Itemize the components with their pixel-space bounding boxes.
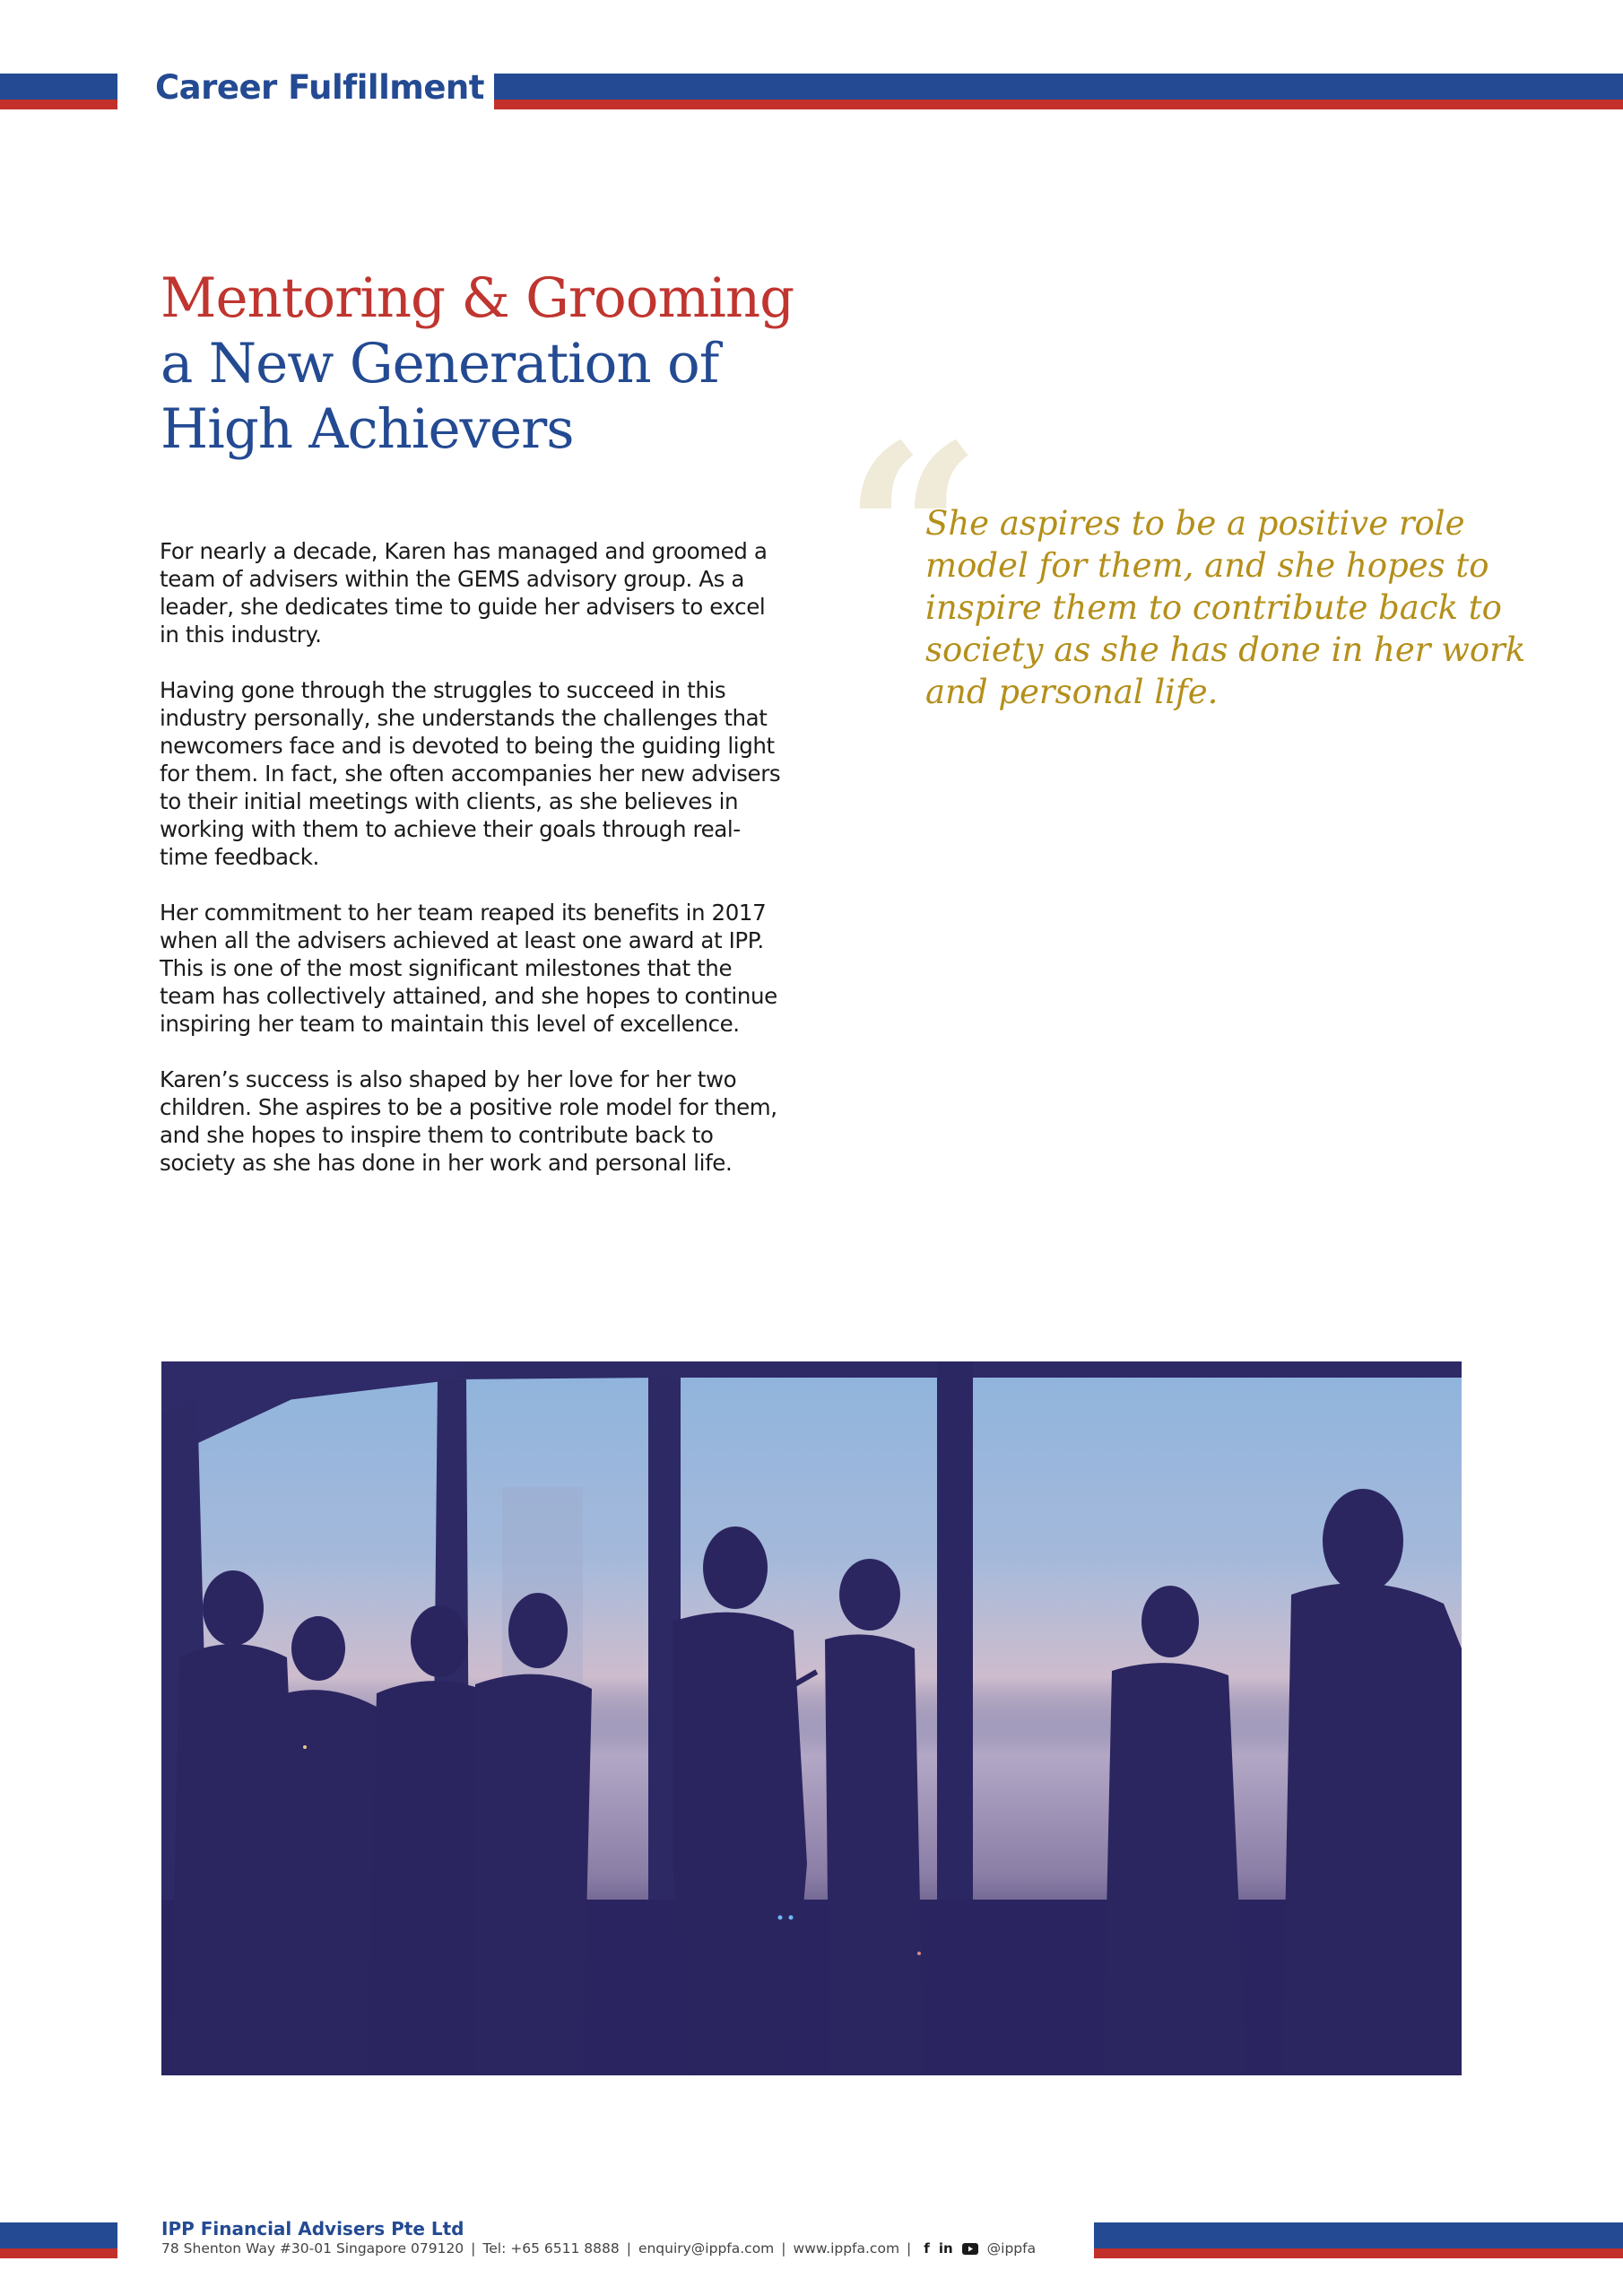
paragraph: Karen’s success is also shaped by her love for her two children. She aspires to be a positive role model for them, and she hopes to inspire them to contribute back to society as she has done in her work and personal life. — [160, 1066, 777, 1176]
headline-line-2: a New Generation of — [161, 332, 719, 396]
social-links — [924, 2240, 1036, 2257]
footer-address: 78 Shenton Way #30-01 Singapore 079120 — [161, 2240, 464, 2257]
footer-bar-left — [0, 2222, 117, 2258]
headline-line-1: Mentoring & Grooming — [161, 266, 794, 330]
header-bar-left — [0, 74, 117, 109]
footer-separator: | — [907, 2240, 912, 2257]
pull-quote: She aspires to be a positive role model for them, and she hopes to inspire them to contribute back to society as she has done in her work and personal life. — [925, 504, 1526, 711]
article-body — [160, 537, 787, 1205]
footer-contact-line — [161, 2240, 1036, 2257]
footer-company-name: IPP Financial Advisers Pte Ltd — [161, 2218, 464, 2239]
header-bar-right — [494, 74, 1623, 109]
team-silhouette-photo — [161, 1361, 1462, 2075]
youtube-icon[interactable] — [962, 2243, 978, 2255]
quote-mark-icon: “ — [843, 391, 983, 676]
linkedin-icon[interactable]: in — [938, 2240, 953, 2257]
footer-separator: | — [626, 2240, 631, 2257]
paragraph: For nearly a decade, Karen has managed and groomed a team of advisers within the GEMS advisory group. As a leader, she dedicates time to guide her advisers to excel in this industry. — [160, 538, 768, 648]
footer-email-link[interactable]: enquiry@ippfa.com — [638, 2240, 775, 2257]
facebook-icon[interactable]: f — [924, 2240, 930, 2257]
paragraph: Her commitment to her team reaped its benefits in 2017 when all the advisers achieved at least one award at IPP. This is one of the most significant milestones that the team has collectively attained, and she hopes to continue inspiring her team to maintain this level of excellence. — [160, 900, 777, 1037]
footer-phone[interactable]: Tel: +65 6511 8888 — [482, 2240, 620, 2257]
footer-separator: | — [781, 2240, 786, 2257]
headline-line-3: High Achievers — [161, 397, 574, 461]
footer-website-link[interactable]: www.ippfa.com — [793, 2240, 900, 2257]
social-handle[interactable]: @ippfa — [986, 2240, 1037, 2257]
section-label: Career Fulfillment — [155, 68, 484, 107]
article-headline — [161, 265, 842, 462]
footer-separator: | — [471, 2240, 476, 2257]
paragraph: Having gone through the struggles to succeed in this industry personally, she understands the challenges that newcomers face and is devoted to being the guiding light for them. In fact, she often accompanies her new advisers to their initial meetings with clients, as she believes in working with them to achieve their goals through real-time feedback. — [160, 677, 781, 870]
footer-bar-right — [1094, 2222, 1623, 2258]
